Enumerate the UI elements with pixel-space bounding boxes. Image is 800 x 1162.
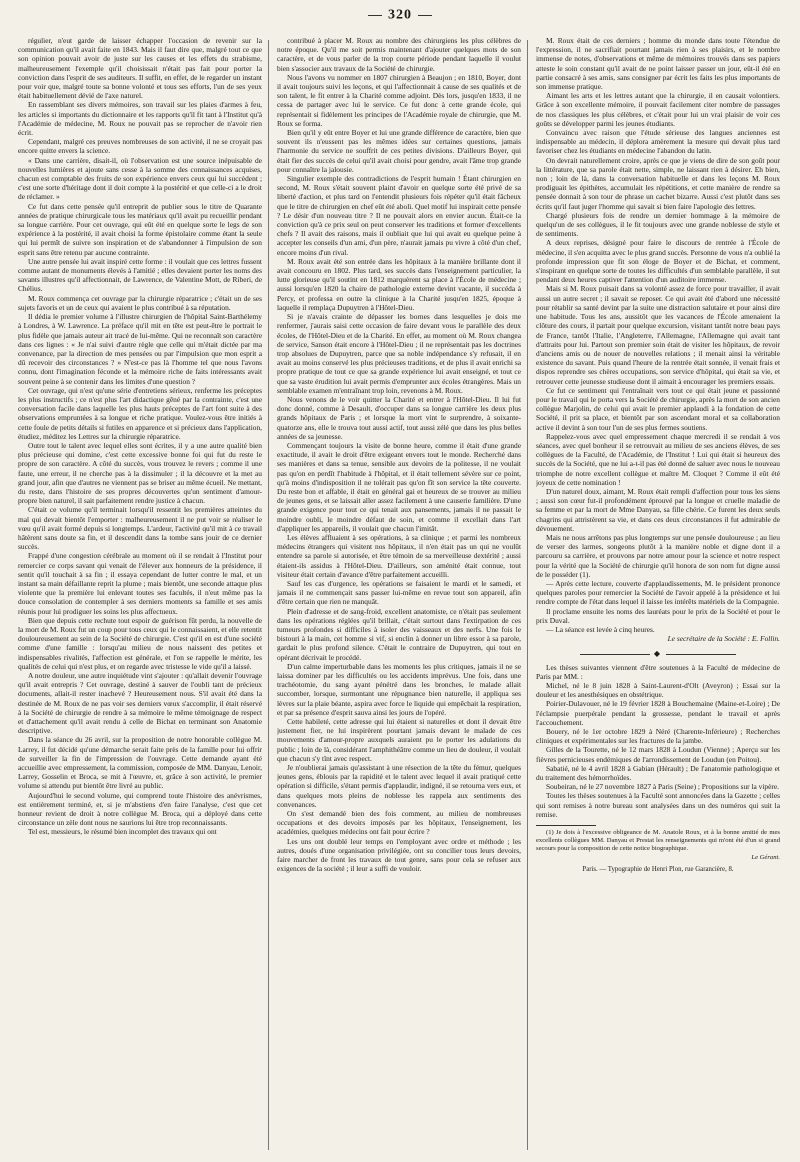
paragraph: A deux reprises, désigné pour faire le discours de rentrée à l'École de médecine, il s'en acquitta avec le plus grand succès. Personne de vous n'a oublié la profonde impression que fit son éloge de Boyer et de Bichat, et comment, s'inspirant en quelque sorte de toutes les difficultés d'un semblable parallèle, il sut pendant deux heures captiver l'attention d'un auditoire immense.	[536, 238, 780, 285]
paragraph: Nous l'avons vu nommer en 1807 chirurgien à Beaujon ; en 1810, Boyer, dont il avait toujours suivi les leçons, et qui l'affectionnait à cause de ses qualités et de son talent, le fit entrer à la Charité comme adjoint. Dès lors, jusqu'en 1833, il ne cessa de partager avec lui le service. Ce fut donc à cette grande école, qui représentait si fidèlement les principes de l'Académie royale de chirurgie, que M. Roux se forma.	[277, 72, 521, 128]
paragraph: M. Roux était de ces derniers ; homme du monde dans toute l'étendue de l'expression, il ne sacrifiait pourtant jamais rien à ses plaisirs, et le nombre immense de notes, d'observations et même de mémoires trouvés dans ses papiers atteste le soin constant qu'il avait de ne point laisser passer un jour, eût-il été en partie consacré à ses amis, sans consigner par écrit les faits les plus importants de son immense pratique.	[536, 36, 780, 92]
header-dash-left	[368, 15, 382, 16]
paragraph: Cette habileté, cette adresse qui lui étaient si naturelles et dont il devait être justement fier, ne lui inspirèrent pourtant jamais devant le malade de ces mouvements d'amour-propre auxquels auraient pu le porter les adulations du public ; loin de là, considérant l'amphithéâtre comme un lieu de douleur, il voulait que chacun s'y tînt avec respect.	[277, 717, 521, 763]
thesis-item: Les thèses suivantes viennent d'être soutenues à la Faculté de médecine de Paris par MM. :	[536, 662, 780, 681]
page-number: 320	[388, 7, 412, 23]
thesis-item: Michel, né le 8 juin 1828 à Saint-Laurent-d'Olt (Aveyron) ; Essai sur la douleur et les anesthésiques en obstétrique.	[536, 681, 780, 700]
printer-imprint: Paris. — Typographie de Henri Plon, rue Garancière, 8.	[582, 866, 734, 874]
paragraph: « Dans une carrière, disait-il, où l'observation est une source inépuisable de nouvelles lumières et ajoute sans cesse à la somme des connaissances acquises, chacun est comptable des fruits de son expérience envers ceux qui lui succèdent ; c'est une sorte d'héritage dont il doit compte à la postérité et que celle-ci a le droit de réclamer. »	[18, 155, 262, 202]
secretary-signature: Le secrétaire de la Société : E. Follin.	[667, 634, 780, 644]
paragraph: — La séance est levée à cinq heures.	[546, 625, 655, 634]
paragraph: Convaincu avec raison que l'étude sérieuse des langues anciennes est indispensable au médecin, il déplora amèrement la mesure qui devait plus tard favoriser chez les étudiants en médecine l'abandon du latin.	[536, 128, 780, 156]
paragraph: — Après cette lecture, couverte d'applaudissements, M. le président prononce quelques paroles pour remercier la Société de l'avoir appelé à la présidence et lui rendre compte de l'état dans lequel il laisse les intérêts matériels de la Compagnie.	[536, 578, 780, 607]
paragraph: Il dédia le premier volume à l'illustre chirurgien de l'hôpital Saint-Barthélemy à Londres, à W. Lawrence. La préface qu'il mit en tête est peut-être le portrait le plus fidèle que jamais auteur ait tracé de lui-même. Qui ne reconnaît son caractère dans ces lignes : « Je n'ai suivi d'autre règle que celle qui m'était dictée par ma convenance, par la direction de mes pensées ou par l'impulsion que mon esprit a dû recevoir des circonstances ? » N'est-ce pas là l'homme tel que nous l'avons connu, dont l'imagination féconde et la mémoire riche de faits intéressants avait souvent peine à se contenir dans les limites d'une question ?	[18, 312, 262, 386]
paragraph: Les élèves affluaient à ses opérations, à sa clinique ; et parmi les nombreux médecins étrangers qui visitent nos hôpitaux, il n'en était pas un qui ne voulût entendre sa parole si autorisée, et être témoin de sa merveilleuse dextérité ; aussi étaient-ils assidus à l'Hôtel-Dieu. D'ailleurs, son aménité était connue, tout visiteur était certain d'avance d'être parfaitement accueilli.	[277, 532, 521, 579]
paragraph: Cet ouvrage, qui n'est qu'une série d'entretiens sérieux, renferme les préceptes les plus instructifs ; ce n'est plus l'art didactique gêné par la contrainte, c'est une conversation facile dans laquelle les plus hauts préceptes de l'art font suite à des observations empruntées à sa longue et riche pratique. Voulez-vous être initiés à cette foule de petits détails si futiles en apparence et si précieux dans l'application, étudiez, méditez les Lettres sur la chirurgie réparatrice.	[18, 385, 262, 441]
paragraph: régulier, n'eut garde de laisser échapper l'occasion de revenir sur la communication qu'il avait faite en 1843. Mais il faut dire que, malgré tout ce que son opinion pouvait avoir de juste sur les causes et les effets du strabisme, malheureusement l'exemple qu'il choisissait n'était pas fait pour porter la conviction dans l'esprit de ses auditeurs. Il suffit, en effet, de le regarder un instant pour voir que, malgré toute sa bonne volonté et tous ses efforts, l'un de ses yeux était habituellement dévié de l'axe naturel.	[18, 36, 262, 101]
text-column-3	[536, 36, 780, 1154]
thesis-item: Gilles de la Tourette, né le 12 mars 1828 à Loudun (Vienne) ; Aperçu sur les fièvres pernicieuses endémiques de l'arrondissement de Loudun (en Poitou).	[536, 745, 780, 764]
paragraph: Mais si M. Roux puisait dans sa volonté assez de force pour travailler, il avait aussi un autre secret ; il savait se reposer. Ce qui avait été d'abord une nécessité pour rétablir sa santé devint par la suite une distraction salutaire et pour ainsi dire une habitude. Tous les ans, aussitôt que les vacances de l'École amenaient la clôture des cours, il partait pour quelque excursion, visitant tantôt notre beau pays de France, tantôt l'Italie, l'Angleterre, l'Allemagne, l'Allemagne qui avait tant d'attraits pour lui. Partout son premier soin était de visiter les hôpitaux, de revoir d'anciens amis ou de nouer de nouvelles relations ; il menait ainsi la véritable existence du savant. Puis quand l'heure de la rentrée était sonnée, il venait frais et dispos reprendre ses chères occupations, son service d'hôpital, qui était sa vie, et retrouver cette jeunesse studieuse dont il aimait à encourager les premiers essais.	[536, 284, 780, 386]
thesis-item: Bouery, né le 1er octobre 1829 à Néré (Charente-Inférieure) ; Recherches cliniques et expérimentales sur les fractures de la jambe.	[536, 727, 780, 746]
theses-list	[536, 663, 780, 819]
paragraph: M. Roux commença cet ouvrage par la chirurgie réparatrice ; c'était un de ses sujets favoris et un de ceux qui avaient le plus contribué à sa réputation.	[18, 293, 262, 312]
paragraph: Je n'oublierai jamais qu'assistant à une résection de la tête du fémur, quelques jeunes gens, éblouis par la rapidité et le talent avec lequel il avait pratiqué cette opération si difficile, s'étant permis d'applaudir, indigné, il se retourna vers eux, et dans quelques mots pleins de noblesse les rappela aux sentiments des convenances.	[277, 763, 521, 809]
footnote-rule	[536, 825, 596, 826]
paragraph: Chargé plusieurs fois de rendre un dernier hommage à la mémoire de quelqu'un de ses collègues, il le fit toujours avec une grande noblesse de style et de sentiments.	[536, 210, 780, 239]
paragraph: M. Roux avait été son entrée dans les hôpitaux à la manière brillante dont il avait concouru en 1802. Plus tard, ses succès dans l'enseignement particulier, la lutte glorieuse qu'il soutint en 1812 marquèrent sa place à l'École de médecine ; aussi lorsqu'en 1820 la chaire de pathologie externe devint vacante, il succéda à Percy, et professa en outre la clinique à la Charité jusqu'en 1825, époque à laquelle il remplaça Dupuytren à l'Hôtel-Dieu.	[277, 256, 521, 312]
paragraph: On devrait naturellement croire, après ce que je viens de dire de son goût pour la littérature, que sa parole était nette, simple, ne laissant rien à désirer. Eh bien, non ; loin de là, dans la conversation habituelle et dans les leçons M. Roux prodiguait les épithètes, accumulait les répétitions, et cette manière de rendre sa pensée donnait à son tour de phrase un cachet bizarre. Aussi c'est plutôt dans ses écrits qu'il faut juger l'homme qui savait si bien faire l'apologie des lettres.	[536, 155, 780, 211]
thesis-item: Sabatié, né le 4 avril 1828 à Gabian (Hérault) ; De l'anatomie pathologique et du traitement des hémorrhoïdes.	[536, 763, 780, 783]
paragraph: Commençant toujours la visite de bonne heure, comme il était d'une grande exactitude, il avait le droit d'être exigeant envers tout le monde. Recherché dans ses manières et dans sa tenue, sensible aux devoirs de la politesse, il ne voulait pas qu'on en perdît l'habitude à l'hôpital, et il était tellement sévère sur ce point, qu'à moins d'indisposition il ne tolérait pas qu'on fît son service la tête couverte. Du reste bon et affable, il était en général gai et heureux de se trouver au milieu de jeunes gens, et se laissait aller assez facilement à une causerie familière. D'une grande exigence pour tout ce qui tenait aux pansements, jamais il ne passait le moindre oubli, le moindre défaut de soin, et comme il excellait dans l'art d'appliquer les appareils, il voulait que chacun l'imitât.	[277, 440, 521, 533]
header-dash-right	[418, 15, 432, 16]
paragraph: On s'est demandé bien des fois comment, au milieu de nombreuses occupations et des devoirs imposés par les hôpitaux, l'enseignement, les académies, quelques médecins ont fait pour écrire ?	[277, 809, 521, 837]
column-divider-2	[527, 40, 528, 1150]
paragraph: C'était ce volume qu'il terminait lorsqu'il ressentit les premières atteintes du mal qui devait bientôt l'emporter : malheureusement il ne put voir se réaliser le vœu qu'il avait formé depuis si longtemps. L'ardeur, l'activité qu'il mit à ce travail hâtèrent sans doute sa fin, et il descendit dans la tombe sans jouir de ce dernier succès.	[18, 505, 262, 552]
paragraph: Ce fut ce sentiment qui l'entraînait vers tout ce qui était jeune et passionné pour le travail qui le porta vers la Société de chirurgie, après la mort de son ancien collègue Marjolin, de celui qui avait le premier applaudi à la fondation de cette Société, il prit sa place, et bientôt par son ascendant moral et sa collaboration active il devint à son tour l'un de ses plus fermes soutiens.	[536, 385, 780, 432]
paragraph: Une autre pensée lui avait inspiré cette forme : il voulait que ces lettres fussent comme autant de monuments élevés à l'amitié ; elles devaient porter les noms des savants illustres qu'il affectionnait, de Lawrence, de Valentine Mott, de Riberi, de Chélius.	[18, 256, 262, 294]
section-separator: ◆	[536, 649, 780, 658]
paragraph: Bien qu'il y eût entre Boyer et lui une grande différence de caractère, bien que souvent ils n'eussent pas les mêmes idées sur certaines questions, jamais l'harmonie du service ne souffrit de ces petites divisions. D'ailleurs Boyer, qui était fier des succès de celui qu'il avait choisi pour gendre, avait l'âme trop grande pour connaître la jalousie.	[277, 128, 521, 174]
text-column-1	[18, 36, 262, 1154]
paragraph: A notre douleur, une autre inquiétude vint s'ajouter : qu'allait devenir l'ouvrage qu'il avait entrepris ? Cet ouvrage, destiné à sauver de l'oubli tant de précieux documents, allait-il rester inachevé ? Heureusement nous. S'il avait été dans la destinée de M. Roux de ne pas voir ses derniers vœux s'accomplir, il était réservé à la Société de chirurgie de rendre à sa mémoire le même témoignage de respect et d'attachement qu'il avait rendu à celle de Bichat en terminant son Anatomie descriptive.	[18, 671, 262, 736]
paragraph: Sauf les cas d'urgence, les opérations se faisaient le mardi et le samedi, et jamais il ne commençait sans passer lui-même en revue tout son appareil, afin d'être certain que rien ne manquât.	[277, 578, 521, 607]
paragraph: Bien que depuis cette rechute tout espoir de guérison fût perdu, la nouvelle de la mort de M. Roux fut un coup pour tous ceux qui le connaissaient, et elle retentit douloureusement au sein de la Société de chirurgie. C'est qu'il en est d'une société comme d'une famille : lorsqu'au milieu de nous naissent des petites et indispensables rivalités, l'affection est générale, et l'on se rappelle le mérite, les qualités de celui qui n'est plus, et on regarde avec tristesse le vide qu'il a laissé.	[18, 615, 262, 671]
paragraph: D'un calme imperturbable dans les moments les plus critiques, jamais il ne se laissa dominer par les difficultés ou les accidents imprévus. Une fois, dans une trachéotomie, du sang ayant pénétré dans les bronches, le malade allait succomber, lorsque, surmontant une répugnance bien naturelle, il appliqua ses lèvres sur la plaie béante, aspira avec force le liquide qui empêchait la respiration, et par sa présence d'esprit sauva ainsi les jours de l'opéré.	[277, 661, 521, 717]
thesis-item: Toutes les thèses soutenues à la Faculté sont annoncées dans la Gazette ; celles qui sont remises à notre bureau sont analysées dans un des numéros qui suit la remise.	[536, 791, 780, 819]
paragraph: Plein d'adresse et de sang-froid, excellent anatomiste, ce n'était pas seulement dans les opérations réglées qu'il brillait, c'était surtout dans l'extirpation de ces tumeurs profondes si difficiles à isoler des vaisseaux et des nerfs. Une fois le bistouri à la main, cet homme si vif, si enclin à donner un libre essor à sa parole, gardait le plus profond silence. C'était le contraire de Dupuytren, qui tout en opérant décrivait le procédé.	[277, 606, 521, 662]
paragraph: Nous venons de le voir quitter la Charité et entrer à l'Hôtel-Dieu. Il lui fut donc donné, comme à Desault, d'occuper dans sa longue carrière les deux plus grands hôpitaux de Paris ; et lorsque la mort vint le surprendre, à soixante-quatorze ans, elle le trouva tout aussi actif, tout aussi zélé que dans les plus belles années de sa jeunesse.	[277, 394, 521, 441]
paragraph: Cependant, malgré ces preuves nombreuses de son activité, il ne se croyait pas encore quitte envers la science.	[18, 137, 262, 156]
paragraph: Mais ne nous arrêtons pas plus longtemps sur une pensée douloureuse ; au lieu de verser des larmes, songeons plutôt à la manière noble et digne dont il a parcouru sa carrière, et prouvons par notre amour pour la science et notre respect pour la vérité que la Société de chirurgie qu'il honora de son nom fut digne aussi de le posséder (1).	[536, 532, 780, 579]
paragraph: Aujourd'hui le second volume, qui comprend toute l'histoire des anévrismes, est entièrement terminé, et, si je m'abstiens d'en faire l'analyse, c'est que cet honneur revient de droit à notre collègue M. Broca, qui a déployé dans cette circonstance un zèle dont nous ne saurions lui être trop reconnaissants.	[18, 790, 262, 828]
paragraph: D'un naturel doux, aimant, M. Roux était rempli d'affection pour tous les siens ; aussi son cœur fut-il profondément éprouvé par la longue et cruelle maladie de sa femme et par la mort de Mme Danyau, sa fille chérie. Ce furent les deux seuls chagrins qui attristèrent sa vie, et dans ces deux circonstances il fut admirable de dévouement.	[536, 486, 780, 533]
text-column-2	[277, 36, 521, 1154]
paragraph: Dans la séance du 26 avril, sur la proposition de notre honorable collègue M. Larrey, il fut décidé qu'une démarche serait faite près de la famille pour lui offrir de surveiller la fin de l'impression de l'ouvrage. Cette demande ayant été accueillie avec empressement, la commission, composée de MM. Danyau, Lenoir, Larrey, Gosselin et Broca, se mit à l'œuvre, et, grâce à son activité, le premier volume si attendu put bientôt être livré au public.	[18, 735, 262, 791]
paragraph: Aimant les arts et les lettres autant que la chirurgie, il en causait volontiers. Grâce à son excellente mémoire, il pouvait facilement citer nombre de passages de nos classiques les plus célèbres, et c'était pour lui un vrai plaisir de voir ces goûts se développer parmi les jeunes étudiants.	[536, 91, 780, 128]
paragraph: Tel est, messieurs, le résumé bien incomplet des travaux qui ont	[28, 827, 217, 837]
paragraph: Les uns ont doublé leur temps en l'employant avec ordre et méthode ; les autres, doués d'une organisation privilégiée, ont su concilier tous leurs devoirs, faire marcher de front les travaux de tout genre, sans pour cela se refuser aux exigences de la société ; il leur a suffi de vouloir.	[277, 836, 521, 874]
paragraph: Outre tout le talent avec lequel elles sont écrites, il y a une autre qualité bien plus précieuse qui domine, c'est cette excessive bonne foi qui fut du reste le propre de son caractère. A côté du succès, vous trouvez le revers ; comme il une faute, une erreur, il ne cherche pas à la dissimuler ; il la découvre et la met au grand jour, afin que d'autres ne viennent pas se briser au même écueil. Ne mettant, du reste, dans l'histoire de ses propres découvertes qu'un sentiment d'amour-propre bien naturel, il sait parfaitement rendre justice à chacun.	[18, 440, 262, 506]
page-header	[0, 6, 800, 28]
paragraph: En rassemblant ses divers mémoires, son travail sur les plaies d'armes à feu, les articles si importants du dictionnaire et les rapports qu'il fit tant à l'Institut qu'à l'Académie de médecine, M. Roux ne pouvait pas se reprocher de n'avoir rien écrit.	[18, 100, 262, 138]
column-divider-1	[268, 40, 269, 1150]
paragraph: Si je n'avais crainte de dépasser les bornes dans lesquelles je dois me renfermer, j'aurais saisi cette occasion de faire devant vous le parallèle des deux écoles, de l'Hôtel-Dieu et de la Charité. En effet, au moment où M. Roux changea de service, Sanson était encore à l'Hôtel-Dieu ; il ne représentait pas les doctrines trop absolues de Dupuytren, parce que sa noble indépendance s'y refusait, il en avait au moins conservé les plus précieuses traditions, et de plus il avait enrichi sa propre pratique de tout ce que sa grande expérience lui avait enseigné, et tout ce que sa vaste érudition lui avait permis d'emprunter aux écoles étrangères. Mais un semblable examen m'entraînant trop loin, revenons à M. Roux.	[277, 312, 521, 395]
paragraph: Rappelez-vous avec quel empressement chaque mercredi il se rendait à vos séances, avec quel bonheur il se retrouvait au milieu de ses anciens élèves, de ses collègues de la Faculté, de l'Académie, de l'Institut ! Lui qui était si heureux des succès de la Société, que ne lui a-t-il pas été donné de saluer avec nous le nouveau triomphe de notre excellent collègue et maître M. Cloquet ? Comme il eût été joyeux de cette nomination !	[536, 431, 780, 487]
thesis-item: Poirier-Dulavouer, né le 19 février 1828 à Bouchemaine (Maine-et-Loire) ; De l'éclampsie puerpérale pendant la grossesse, pendant le travail et après l'accouchement.	[536, 699, 780, 727]
paragraph: Il proclame ensuite les noms des lauréats pour le prix de la Société et pour le prix Duval.	[536, 606, 780, 625]
footnote: (1) Je dois à l'excessive obligeance de M. Anatole Roux, et à la bonne amitié de mes excellents collègues MM. Danyau et Prestat les renseignements qui m'ont été d'un si grand secours pour la composition de cette notice biographique.	[536, 829, 780, 853]
thesis-item: Soubeiran, né le 27 novembre 1827 à Paris (Seine) ; Propositions sur la vipère.	[546, 782, 779, 792]
paragraph: Singulier exemple des contradictions de l'esprit humain ! Étant chirurgien en second, M. Roux s'était souvent plaint d'avoir en quelque sorte été privé de sa liberté d'action, et plus tard on l'entendit plusieurs fois répéter qu'il était fâcheux que le titre de chirurgien en chef eût été aboli. Quel motif lui inspirait cette pensée ? Le désir d'un nouveau titre ? Il ne pouvait alors en envier aucun. Était-ce la conviction qu'à ce prix seul on peut conserver les traditions et former d'excellents chefs ? Il avait des raisons, mais il oubliait que lui qui avait eu quelque peine à accepter les conseils d'un ami, d'un père, n'aurait jamais pu vivre à côté d'un chef, encore moins d'un rival.	[277, 174, 521, 257]
paragraph: Frappé d'une congestion cérébrale au moment où il se rendait à l'Institut pour remercier ce corps savant qui venait de l'élever aux honneurs de la présidence, il sentit qu'il touchait à sa fin ; il essaya cependant de lutter contre le mal, et un instant sa main défaillante reprit la plume ; mais bientôt, une seconde attaque plus violente que la première lui enlevant toutes ses facultés, il n'eut même pas la douce consolation de contempler à ses derniers moments sa famille et ses amis réunis pour lui prodiguer les soins les plus affectueux.	[18, 551, 262, 616]
paragraph: contribué à placer M. Roux au nombre des chirurgiens les plus célèbres de notre époque. Qu'il me soit permis maintenant d'ajouter quelques mots de son caractère, et de vous parler de la trop courte période pendant laquelle il voulut bien s'associer aux travaux de la Société de chirurgie.	[277, 36, 521, 73]
manager-signature: Le Gérant.	[751, 854, 780, 862]
paragraph: Ce fut dans cette pensée qu'il entreprit de publier sous le titre de Quarante années de pratique chirurgicale tous les matériaux qu'il avait pu recueillir pendant sa longue carrière. Pour cet ouvrage, qui eût été en quelque sorte le legs de son expérience à la postérité, il avait choisi la forme épistolaire comme étant la seule qui lui permît de suivre son inspiration et de s'abandonner à l'impulsion de son esprit sans être retenu par aucune contrainte.	[18, 201, 262, 257]
